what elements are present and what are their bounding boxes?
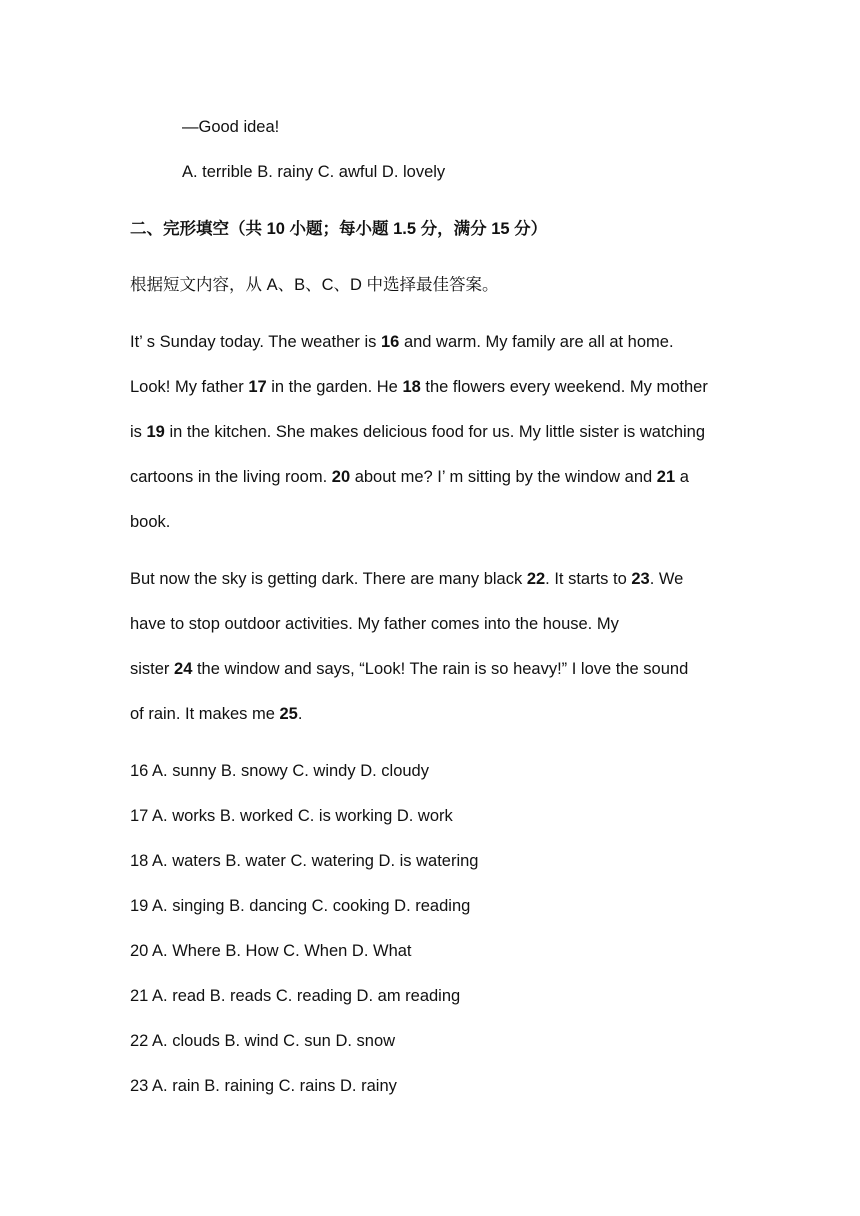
blank-number: 25 (279, 705, 298, 723)
blank-number: 18 (402, 378, 421, 396)
passage-line: have to stop outdoor activities. My father comes into the house. My (130, 615, 619, 633)
section-heading: 二、完形填空（共 10 小题；每小题 1.5 分，满分 15 分） (130, 220, 548, 238)
previous-options-line: A. terrible B. rainy C. awful D. lovely (182, 163, 446, 181)
question-item: 22 A. clouds B. wind C. sun D. snow (130, 1032, 396, 1050)
passage-line: But now the sky is getting dark. There are many black 22. It starts to 23. We (130, 570, 684, 588)
blank-number: 22 (526, 570, 546, 588)
passage-line: is 19 in the kitchen. She makes delicious food for us. My little sister is watching (130, 423, 706, 441)
passage-line: book. (130, 513, 171, 531)
blank-number: 16 (381, 333, 400, 351)
question-item: 21 A. read B. reads C. reading D. am reading (130, 987, 461, 1005)
blank-number: 23 (631, 570, 650, 588)
passage-line: It’ s Sunday today. The weather is 16 and warm. My family are all at home. (130, 333, 674, 351)
question-item: 19 A. singing B. dancing C. cooking D. reading (130, 897, 471, 915)
passage-line: of rain. It makes me 25. (130, 705, 303, 723)
question-item: 23 A. rain B. raining C. rains D. rainy (130, 1077, 397, 1095)
blank-number: 17 (248, 378, 267, 396)
blank-number: 20 (331, 468, 351, 486)
question-item: 16 A. sunny B. snowy C. windy D. cloudy (130, 762, 429, 780)
question-item: 18 A. waters B. water C. watering D. is watering (130, 852, 479, 870)
question-item: 20 A. Where B. How C. When D. What (130, 942, 412, 960)
previous-answer-line: —Good idea! (182, 118, 280, 136)
passage-line: sister 24 the window and says, “Look! The rain is so heavy!” I love the sound (130, 660, 689, 678)
section-instruction: 根据短文内容，从 A、B、C、D 中选择最佳答案。 (130, 276, 499, 294)
question-item: 17 A. works B. worked C. is working D. work (130, 807, 453, 825)
blank-number: 24 (174, 660, 193, 678)
passage-line: cartoons in the living room. 20 about me? I’ m sitting by the window and 21 a (130, 468, 689, 486)
passage-line: Look! My father 17 in the garden. He 18 the flowers every weekend. My mother (130, 378, 708, 396)
blank-number: 21 (656, 468, 676, 486)
blank-number: 19 (146, 423, 165, 441)
